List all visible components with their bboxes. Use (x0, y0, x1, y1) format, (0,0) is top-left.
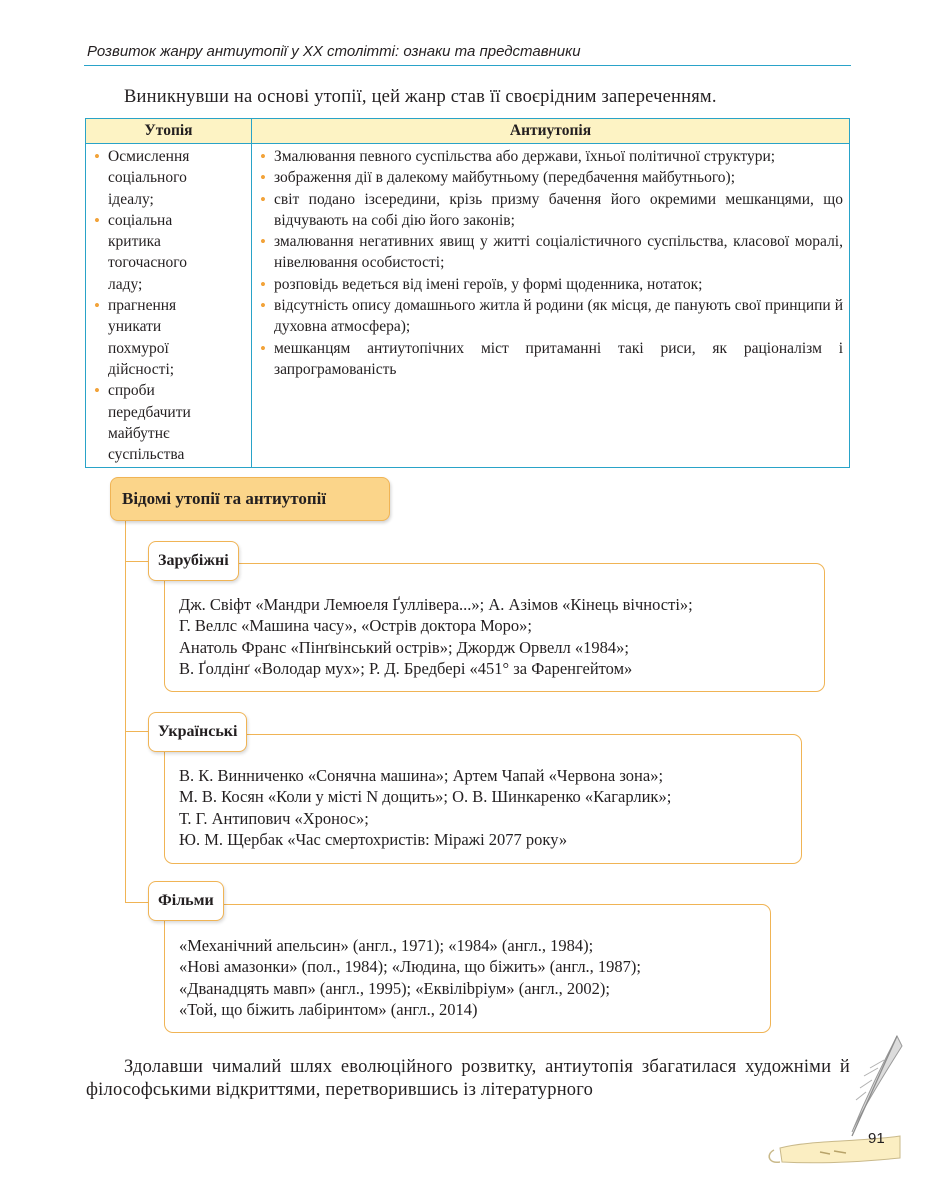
category-films: Фільми (148, 881, 224, 921)
quill-scroll-icon (760, 1028, 910, 1168)
list-item: • прагнення уникати похмурої дійсності; (94, 295, 222, 380)
utopia-list (94, 146, 222, 465)
list-item: • соціальна критика тогочасного ладу; (94, 210, 222, 295)
films-line: «Той, що біжить лабіринтом» (англ., 2014) (179, 999, 478, 1019)
running-header: Розвиток жанру антиутопії у ХХ столітті: ознаки та представники (87, 43, 581, 60)
foreign-line: Дж. Свіфт «Мандри Лемюеля Ґуллівера...»; А. Азімов «Кінець вічності»; (179, 595, 693, 614)
comparison-table (85, 118, 850, 468)
ukrainian-works-box (164, 734, 802, 864)
foreign-works-box (164, 563, 825, 692)
list-item: • спроби передбачити майбутнє суспільства (94, 380, 222, 465)
list-item: • Осмислення соціального ідеалу; (94, 146, 222, 210)
list-item: • мешканцям антиутопічних міст притаманні такі риси, як раціоналізм і запрограмованість (260, 338, 843, 381)
ukrainian-line: М. В. Косян «Коли у місті N дощить»; О. В. Шинкаренко «Кагарлик»; (179, 787, 672, 807)
category-ukrainian: Українські (148, 712, 247, 752)
films-box (164, 904, 771, 1033)
ukrainian-line: В. К. Винниченко «Сонячна машина»; Артем Чапай «Червона зона»; (179, 766, 664, 785)
films-line: «Дванадцять мавп» (англ., 1995); «Еквіліbріум» (англ., 2002); (179, 978, 611, 998)
films-line: «Механічний апельсин» (англ., 1971); «1984» (англ., 1984); (179, 936, 594, 955)
foreign-line: Г. Веллс «Машина часу», «Острів доктора Моро»; (179, 616, 533, 636)
mindmap-branch (125, 561, 149, 562)
list-item: • Змалювання певного суспільства або держави, їхньої політичної структури; (260, 146, 843, 167)
page-number: 91 (868, 1130, 885, 1147)
intro-paragraph: Виникнувши на основі утопії, цей жанр став її своєрідним запереченням. (124, 87, 717, 107)
list-item: • змалювання негативних явищ у житті соціалістичного суспільства, класової моралі, нівелювання особистості; (260, 231, 843, 274)
list-item: • відсутність опису домашнього житла й родини (як місця, де панують свої принципи й духовна атмосфера); (260, 295, 843, 338)
table-header-antiutopia: Антиутопія (252, 119, 850, 144)
category-foreign: Зарубіжні (148, 541, 239, 581)
ukrainian-line: Т. Г. Антипович «Хронос»; (179, 808, 369, 828)
ukrainian-line: Ю. М. Щербак «Час смертохристів: Міражі 2077 року» (179, 829, 568, 849)
foreign-line: Анатоль Франс «Пінґвінський острів»; Джордж Орвелл «1984»; (179, 637, 629, 657)
mindmap-branch (125, 902, 149, 903)
utopia-cell (86, 144, 252, 468)
antiutopia-list (260, 146, 843, 380)
mindmap-title: Відомі утопії та антиутопії (110, 477, 390, 521)
antiutopia-cell (252, 144, 850, 468)
table-header-utopia: Утопія (86, 119, 252, 144)
foreign-line: В. Ґолдінґ «Володар мух»; Р. Д. Бредбері «451° за Фаренгейтом» (179, 658, 633, 678)
list-item: • світ подано ізсередини, крізь призму бачення його окремими мешканцями, що відчувають на собі дію його законів; (260, 189, 843, 232)
closing-paragraph: Здолавши чималий шлях еволюційного розвитку, антиутопія збагатилася художніми й філософськими відкриттями, перетворившись із літературного (86, 1057, 850, 1100)
list-item: • розповідь ведеться від імені героїв, у формі щоденника, нотаток; (260, 274, 843, 295)
films-line: «Нові амазонки» (пол., 1984); «Людина, що біжить» (англ., 1987); (179, 957, 642, 977)
mindmap-branch (125, 731, 149, 732)
header-rule (84, 65, 851, 66)
mindmap-connector (125, 521, 126, 903)
list-item: • зображення дії в далекому майбутньому (передбачення майбутнього); (260, 167, 843, 188)
